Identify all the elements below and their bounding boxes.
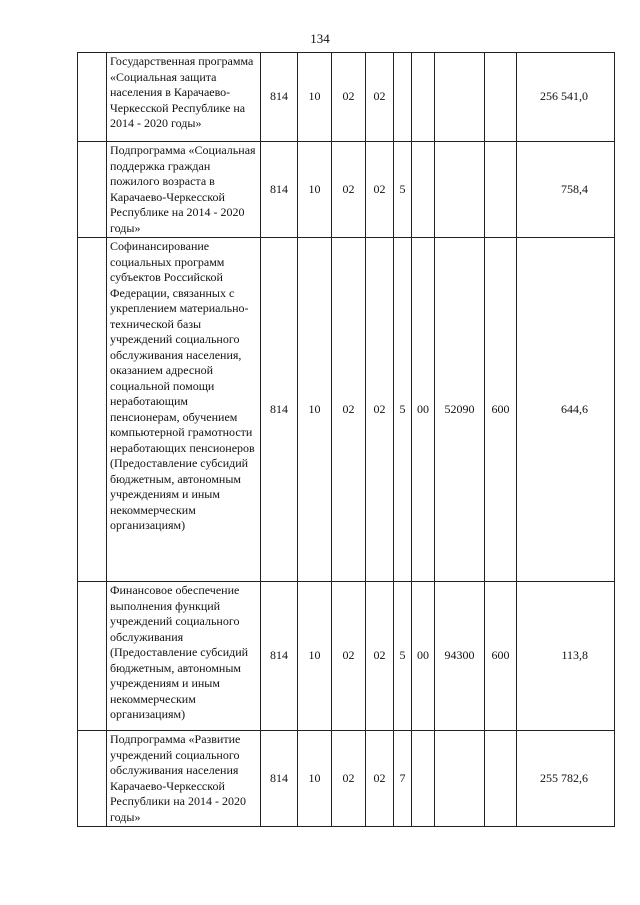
blank-cell: [78, 238, 107, 582]
program-code: 02: [366, 53, 394, 142]
blank-cell: [78, 731, 107, 827]
expense-code: [435, 53, 485, 142]
program-code: 02: [366, 238, 394, 582]
type-code: [485, 53, 517, 142]
subprogram-code: 5: [394, 142, 412, 238]
direction-code: 00: [412, 238, 435, 582]
section-code: 10: [298, 53, 332, 142]
subsection-code: 02: [332, 238, 366, 582]
direction-code: [412, 53, 435, 142]
amount: 758,4: [517, 142, 615, 238]
direction-code: [412, 731, 435, 827]
adm-code: 814: [261, 142, 298, 238]
program-code: 02: [366, 731, 394, 827]
page-number: 134: [310, 31, 330, 46]
row-name: Подпрограмма «Социальная поддержка граждан пожилого возраста в Карачаево-Черкесской Республике на 2014 - 2020 годы»: [107, 142, 261, 238]
row-name: Софинансирование социальных программ субъектов Российской Федерации, связанных с укреплением материально-технической базы учреждений социального обслуживания населения, оказанием адресной социальной помощи неработающим пенсионерам, обучением компьютерной грамотности неработающих пенсионеров (Предоставление субсидий бюджетным, автономным учреждениям и иным некоммерческим организациям): [107, 238, 261, 582]
table-row: [78, 53, 615, 142]
table-row: [78, 731, 615, 827]
subsection-code: 02: [332, 142, 366, 238]
expense-code: 94300: [435, 582, 485, 731]
program-code: 02: [366, 582, 394, 731]
adm-code: 814: [261, 238, 298, 582]
table-row: [78, 238, 615, 582]
direction-code: 00: [412, 582, 435, 731]
row-name: Государственная программа «Социальная защита населения в Карачаево-Черкесской Республике на 2014 - 2020 годы»: [107, 53, 261, 142]
direction-code: [412, 142, 435, 238]
type-code: [485, 142, 517, 238]
program-code: 02: [366, 142, 394, 238]
blank-cell: [78, 142, 107, 238]
amount: 644,6: [517, 238, 615, 582]
type-code: 600: [485, 238, 517, 582]
row-name: Финансовое обеспечение выполнения функций учреждений социального обслуживания (Предоставление субсидий бюджетным, автономным учреждениям и иным некоммерческим организациям): [107, 582, 261, 731]
blank-cell: [78, 582, 107, 731]
adm-code: 814: [261, 582, 298, 731]
expense-code: [435, 142, 485, 238]
table-row: [78, 142, 615, 238]
budget-table: [77, 52, 615, 827]
type-code: 600: [485, 582, 517, 731]
section-code: 10: [298, 238, 332, 582]
section-code: 10: [298, 142, 332, 238]
section-code: 10: [298, 582, 332, 731]
table-row: [78, 582, 615, 731]
expense-code: 52090: [435, 238, 485, 582]
section-code: 10: [298, 731, 332, 827]
amount: 256 541,0: [517, 53, 615, 142]
subsection-code: 02: [332, 731, 366, 827]
expense-code: [435, 731, 485, 827]
subprogram-code: 5: [394, 238, 412, 582]
amount: 113,8: [517, 582, 615, 731]
blank-cell: [78, 53, 107, 142]
subsection-code: 02: [332, 53, 366, 142]
subprogram-code: 7: [394, 731, 412, 827]
amount: 255 782,6: [517, 731, 615, 827]
row-name: Подпрограмма «Развитие учреждений социального обслуживания населения Карачаево-Черкесской Республики на 2014 - 2020 годы»: [107, 731, 261, 827]
adm-code: 814: [261, 731, 298, 827]
subsection-code: 02: [332, 582, 366, 731]
subprogram-code: 5: [394, 582, 412, 731]
type-code: [485, 731, 517, 827]
adm-code: 814: [261, 53, 298, 142]
subprogram-code: [394, 53, 412, 142]
